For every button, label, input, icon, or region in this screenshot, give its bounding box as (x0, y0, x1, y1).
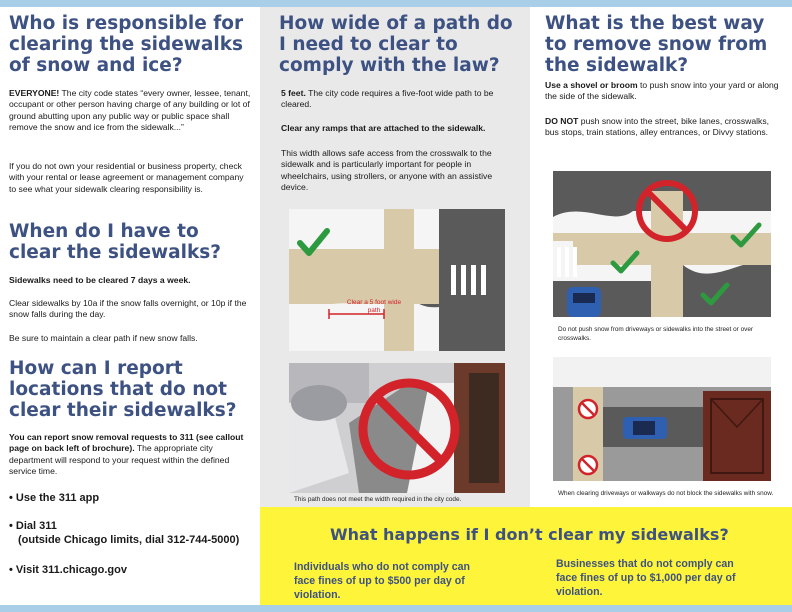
heading-when-clear: When do I have to clear the sidewalks? (9, 221, 222, 263)
bullet-dial-outside: (outside Chicago limits, dial 312-744-5000) (18, 534, 240, 546)
report-body: The appropriate city department will respond to your request within the defined service time. (9, 443, 230, 477)
driveway-diagram (553, 357, 771, 481)
photo-caption: This path does not meet the width required in the city code. (294, 496, 462, 503)
bullet-visit-311: • Visit 311.chicago.gov (9, 564, 127, 576)
bullet-311-app: • Use the 311 app (9, 492, 100, 504)
width-explanation: This width allows safe access from the crosswalk to the sidewalk and is particularly important for people in wheelchairs, using strollers, or anyone with an assistive device. (281, 148, 493, 193)
street-diagram-caption: Do not push snow from driveways or sidewalks into the street or over crosswalks. (558, 326, 753, 342)
when-maintain: Be sure to maintain a clear path if new snow falls. (9, 333, 198, 343)
banner-businesses: Businesses that do not comply can face fines of up to $1,000 per day of violation. (556, 558, 736, 598)
donot-lead: DO NOT (545, 116, 579, 126)
report-paragraph (9, 432, 252, 478)
bottom-accent-bar (0, 605, 792, 612)
no-symbol-icon (579, 456, 597, 474)
who-lead: EVERYONE! (9, 88, 60, 98)
width-lead: 5 feet. (281, 88, 306, 98)
fines-banner (260, 507, 792, 605)
width-body: The city code requires a five-foot wide path to be cleared. (281, 88, 494, 110)
top-accent-bar (0, 0, 792, 7)
when-times: Clear sidewalks by 10a if the snow falls overnight, or 10p if the snow falls during the day. (9, 298, 247, 320)
banner-individuals: Individuals who do not comply can face fines of up to $500 per day of violation. (294, 561, 470, 601)
when-days: Sidewalks need to be cleared 7 days a week. (9, 275, 191, 285)
who-paragraph (9, 88, 252, 134)
no-symbol-icon (579, 400, 597, 418)
who-note: If you do not own your residential or business property, check with your rental or lease agreement or management company to see what your sidewalk clearing responsibility is. (9, 161, 244, 194)
narrow-path-photo (289, 363, 505, 493)
bullet-dial-311: • Dial 311 (9, 520, 57, 532)
report-lead: You can report snow removal requests to 311 (see callout page on back left of brochure). (9, 432, 244, 454)
width-paragraph (281, 88, 521, 111)
who-body: The city code states “every owner, lessee, tenant, occupant or other person having charge of any building or lot of ground abutting upon any public way or public space shall remove the snow and ice from the sidewalk...” (9, 88, 251, 133)
panel-left (0, 7, 260, 605)
heading-path-width: How wide of a path do I need to clear to comply with the law? (279, 13, 513, 76)
donot-body: push snow into the street, bike lanes, crosswalks, bus stops, train stations, alley entrances, or Divvy stations. (545, 116, 770, 138)
snow-street-diagram (553, 171, 771, 317)
best-way-lead: Use a shovel or broom (545, 80, 638, 90)
driveway-diagram-caption: When clearing driveways or walkways do not block the sidewalks with snow. (558, 490, 774, 497)
heading-who-responsible: Who is responsible for clearing the sidewalks of snow and ice? (9, 13, 244, 76)
best-way-paragraph (545, 80, 785, 103)
heading-best-way: What is the best way to remove snow from the sidewalk? (545, 13, 768, 76)
ramps-note: Clear any ramps that are attached to the sidewalk. (281, 123, 486, 133)
sidewalk-path-diagram (289, 209, 505, 351)
banner-title: What happens if I don’t clear my sidewalks? (330, 525, 729, 544)
donot-paragraph (545, 116, 785, 139)
diagram-path-label: Clear a 5 foot wide path (346, 299, 402, 314)
heading-report: How can I report locations that do not clear their sidewalks? (9, 358, 237, 421)
best-way-body: to push snow into your yard or along the side of the sidewalk. (545, 80, 779, 102)
